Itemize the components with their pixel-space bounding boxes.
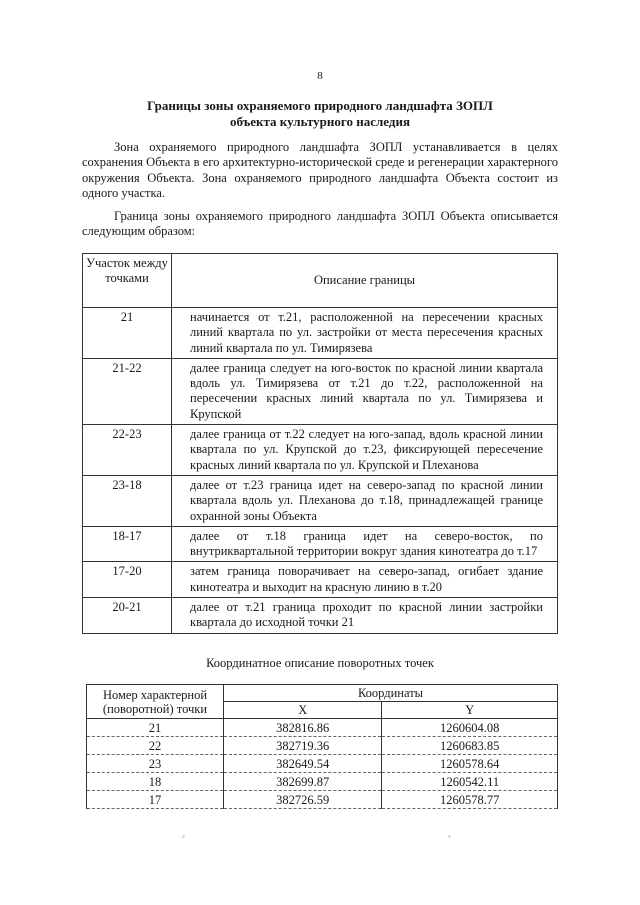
table-row bbox=[83, 425, 558, 476]
header-y: Y bbox=[382, 702, 558, 719]
y-cell: 1260542.11 bbox=[382, 773, 558, 791]
description-cell: далее граница от т.22 следует на юго-запад, вдоль красной линии квартала по ул. Крупской до т.23, фиксирующей пересечение красных линий квартала по ул. Крупской и Плеханова bbox=[172, 425, 558, 476]
description-cell: далее от т.23 граница идет на северо-запад по красной линии квартала вдоль ул. Плеханова до т.18, принадлежащей границе охранной зоны Объекта bbox=[172, 475, 558, 526]
boundary-intro-paragraph: Граница зоны охраняемого природного ландшафта ЗОПЛ Объекта описывается следующим образом: bbox=[82, 209, 558, 239]
segment-cell: 22-23 bbox=[83, 425, 172, 476]
description-cell: затем граница поворачивает на северо-запад, огибает здание кинотеатра и выходит на красную линию в т.20 bbox=[172, 562, 558, 598]
coord-table-header bbox=[87, 685, 558, 702]
y-cell: 1260578.77 bbox=[382, 791, 558, 809]
title-line-1: Границы зоны охраняемого природного ландшафта ЗОПЛ bbox=[147, 98, 493, 113]
header-description: Описание границы bbox=[172, 254, 558, 308]
scan-mark-right: ◦ bbox=[448, 832, 451, 841]
description-cell: далее от т.21 граница проходит по красной линии застройки квартала до исходной точки 21 bbox=[172, 598, 558, 634]
segment-cell: 23-18 bbox=[83, 475, 172, 526]
y-cell: 1260604.08 bbox=[382, 719, 558, 737]
description-cell: далее граница следует на юго-восток по красной линии квартала вдоль ул. Тимирязева от т.21 до т.22, расположенной на пересечении красных линий квартала по ул. Тимирязева и Крупской bbox=[172, 358, 558, 424]
table-row bbox=[87, 755, 558, 773]
coordinates-title: Координатное описание поворотных точек bbox=[206, 656, 434, 670]
point-cell: 23 bbox=[87, 755, 224, 773]
boundary-description-table bbox=[82, 253, 558, 634]
header-x: X bbox=[224, 702, 382, 719]
segment-cell: 21 bbox=[83, 308, 172, 359]
table-row bbox=[83, 308, 558, 359]
scan-mark-left: ◦ bbox=[182, 832, 185, 841]
table-row bbox=[83, 526, 558, 562]
y-cell: 1260683.85 bbox=[382, 737, 558, 755]
point-cell: 18 bbox=[87, 773, 224, 791]
table-row bbox=[83, 562, 558, 598]
x-cell: 382699.87 bbox=[224, 773, 382, 791]
title-line-2: объекта культурного наследия bbox=[230, 114, 410, 129]
segment-cell: 21-22 bbox=[83, 358, 172, 424]
table-row bbox=[87, 791, 558, 809]
description-cell: далее от т.18 граница идет на северо-восток, по внутриквартальной территории вокруг здания кинотеатра до т.17 bbox=[172, 526, 558, 562]
x-cell: 382649.54 bbox=[224, 755, 382, 773]
table-row bbox=[83, 598, 558, 634]
document-title bbox=[80, 98, 560, 130]
header-point-number: Номер характерной (поворотной) точки bbox=[87, 685, 224, 719]
description-cell: начинается от т.21, расположенной на пересечении красных линий квартала по ул. застройки от места пересечения красных линий квартала по ул. Тимирязева bbox=[172, 308, 558, 359]
boundary-table-header bbox=[83, 254, 558, 308]
point-cell: 22 bbox=[87, 737, 224, 755]
x-cell: 382726.59 bbox=[224, 791, 382, 809]
coordinates-table bbox=[86, 684, 558, 809]
table-row bbox=[83, 358, 558, 424]
point-cell: 21 bbox=[87, 719, 224, 737]
page-number: 8 bbox=[317, 70, 323, 82]
segment-cell: 17-20 bbox=[83, 562, 172, 598]
y-cell: 1260578.64 bbox=[382, 755, 558, 773]
table-row bbox=[83, 475, 558, 526]
point-cell: 17 bbox=[87, 791, 224, 809]
x-cell: 382816.86 bbox=[224, 719, 382, 737]
segment-cell: 18-17 bbox=[83, 526, 172, 562]
segment-cell: 20-21 bbox=[83, 598, 172, 634]
x-cell: 382719.36 bbox=[224, 737, 382, 755]
table-row bbox=[87, 773, 558, 791]
table-row bbox=[87, 737, 558, 755]
header-segment: Участок между точками bbox=[83, 254, 172, 308]
header-coordinates: Координаты bbox=[224, 685, 558, 702]
table-row bbox=[87, 719, 558, 737]
intro-paragraph: Зона охраняемого природного ландшафта ЗОПЛ устанавливается в целях сохранения Объекта в его архитектурно-исторической среде и регенерации характерного окружения Объекта. Зона охраняемого природного ландшафта Объекта состоит из одного участка. bbox=[82, 140, 558, 200]
